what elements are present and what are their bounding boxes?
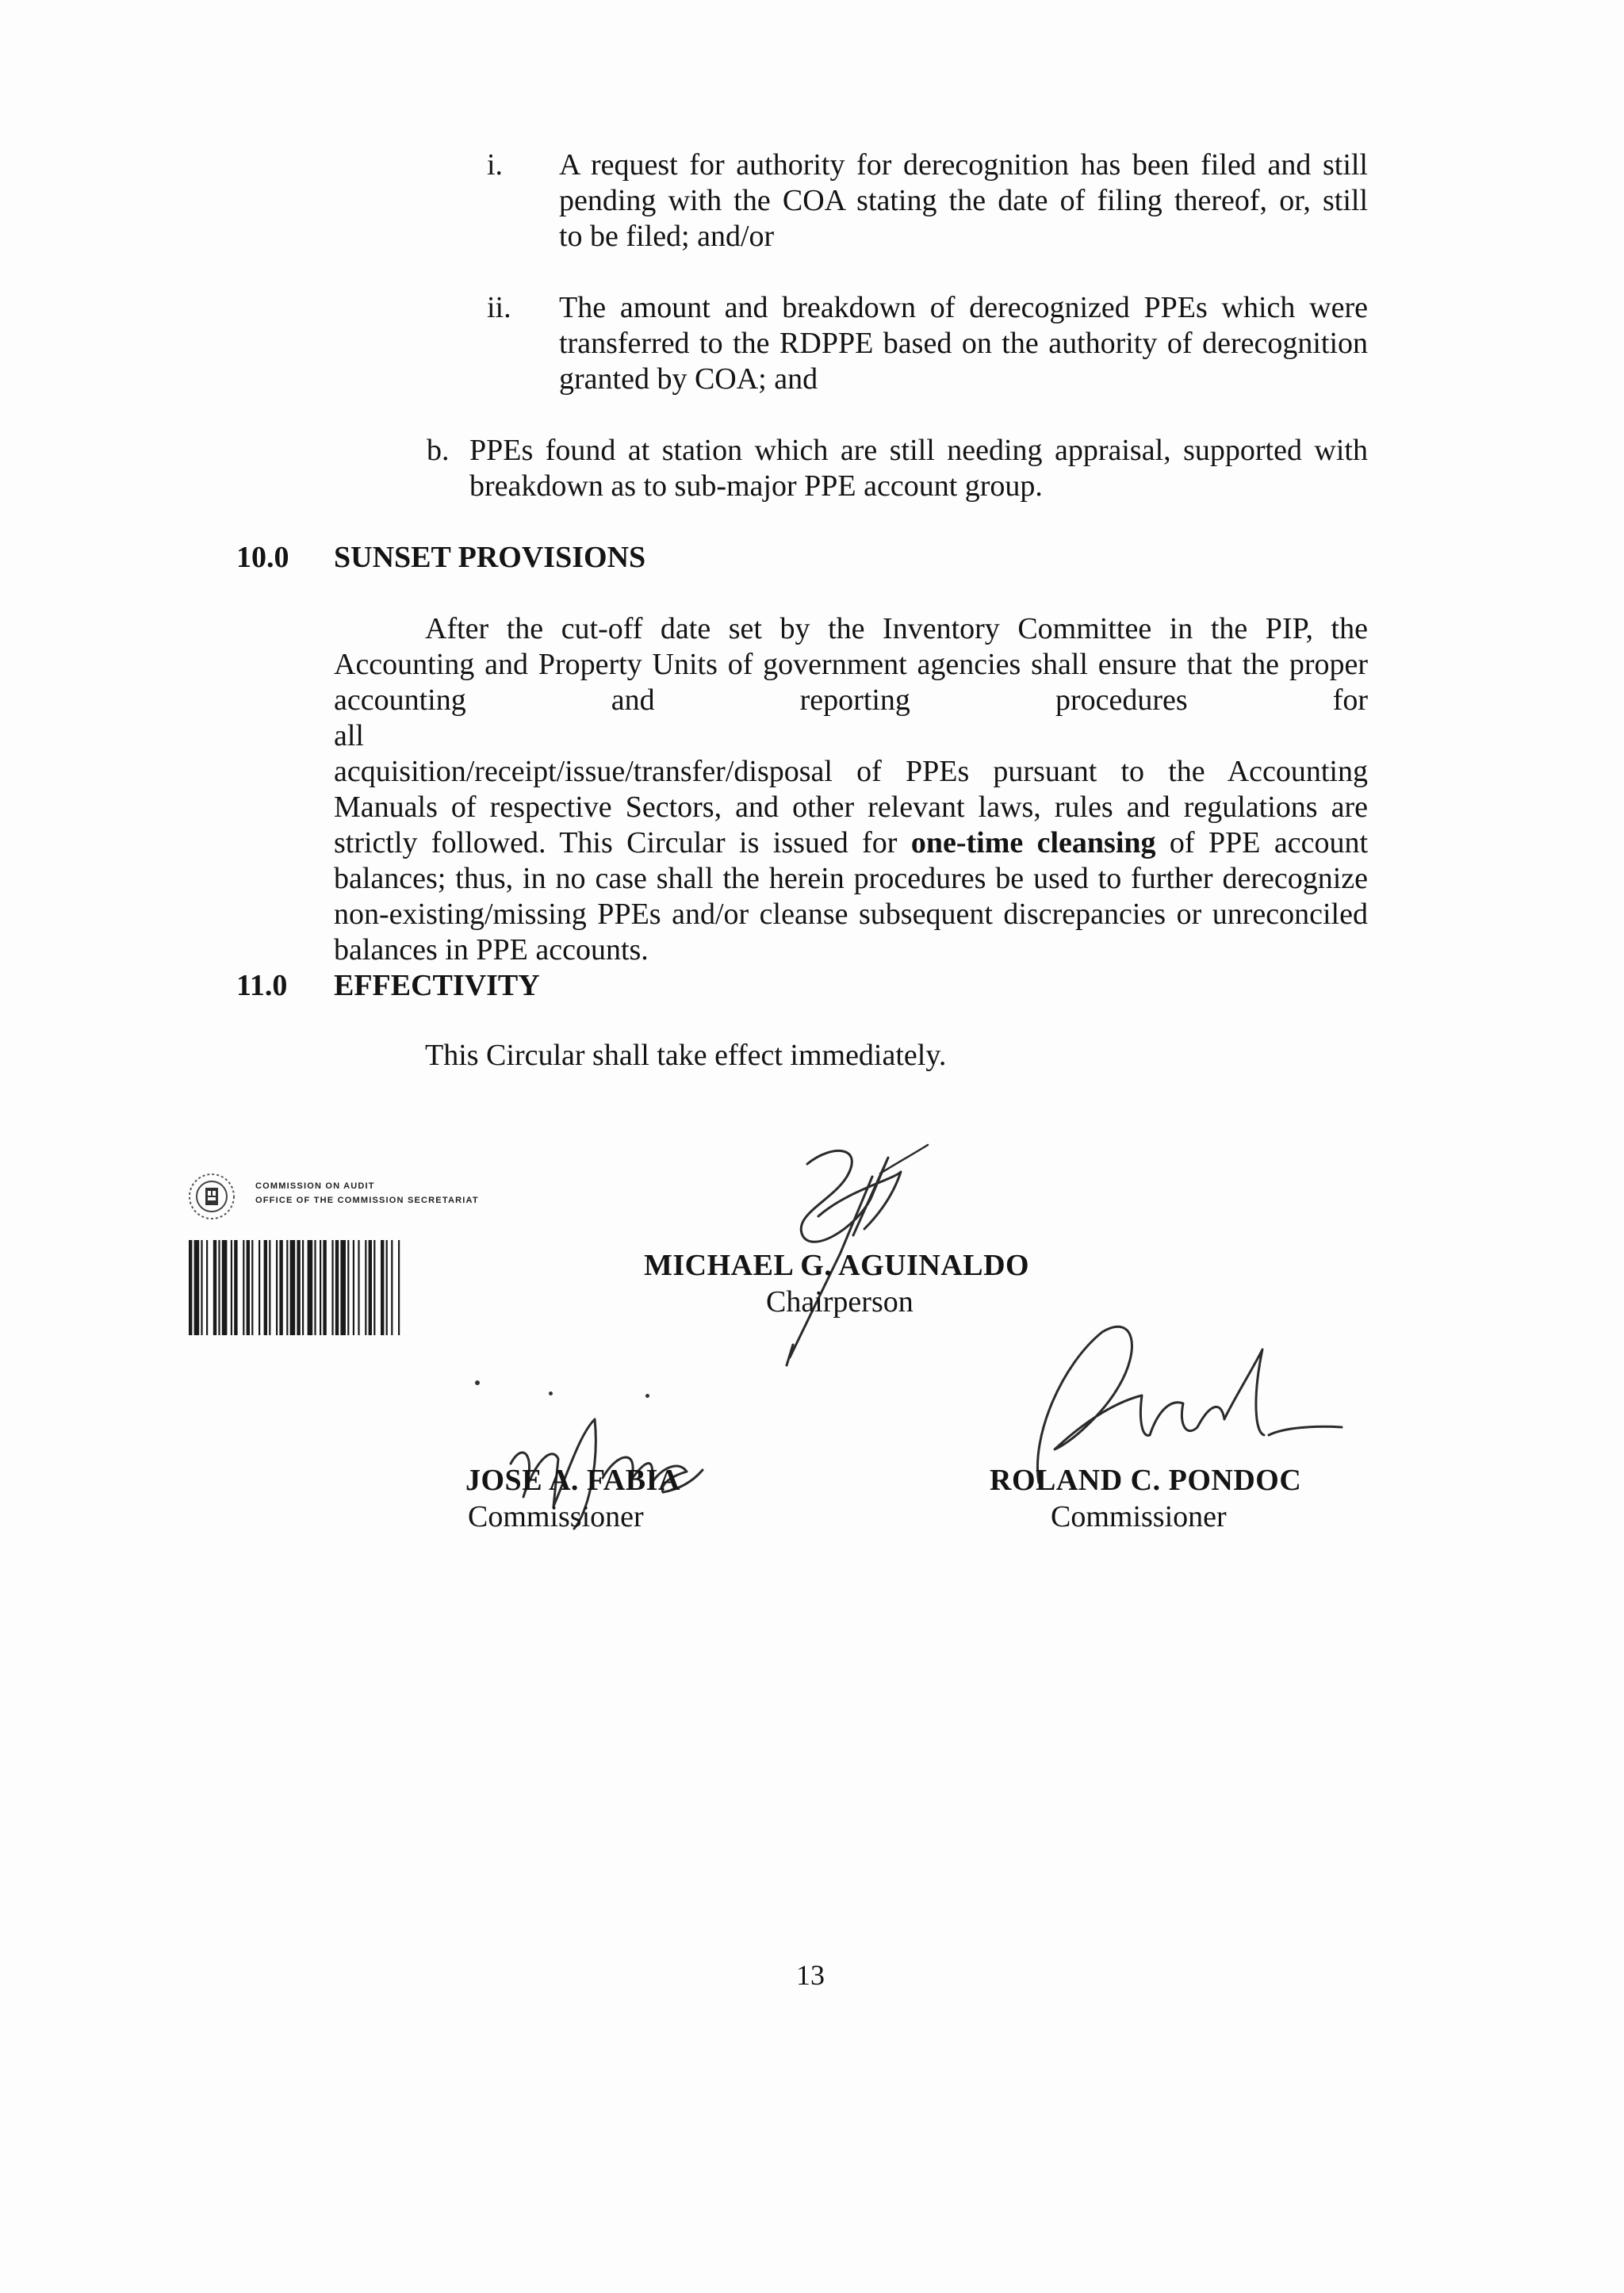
barcode-bar <box>314 1240 316 1335</box>
text-line: After the cut-off date set by the Inventory Committee in the PIP, the <box>425 612 1368 645</box>
barcode-bar <box>276 1240 278 1335</box>
stamp-line-2: OFFICE OF THE COMMISSION SECRETARIAT <box>255 1196 479 1205</box>
barcode-bar <box>331 1240 333 1335</box>
barcode-bar <box>302 1240 304 1335</box>
text-line: acquisition/receipt/issue/transfer/disposal of PPEs pursuant to the Accounting <box>334 755 1368 788</box>
list-item-i-text <box>559 147 1368 255</box>
page-number: 13 <box>796 1959 825 1991</box>
commissioner-fabia-title: Commissioner <box>468 1500 644 1533</box>
barcode-bar <box>353 1240 354 1335</box>
text-line: non-existing/missing PPEs and/or cleanse subsequent discrepancies or unreconciled <box>334 898 1368 931</box>
barcode-bar <box>247 1240 250 1335</box>
barcode-bar <box>259 1240 260 1335</box>
barcode-bar <box>243 1240 244 1335</box>
text-line: transferred to the RDPPE based on the authority of derecognition <box>559 327 1368 360</box>
text-line: balances; thus, in no case shall the herein procedures be used to further derecognize <box>334 862 1368 895</box>
barcode-bar <box>189 1240 192 1335</box>
barcode-bar <box>381 1240 384 1335</box>
barcode-bar <box>218 1240 220 1335</box>
text-line: The amount and breakdown of derecognized PPEs which were <box>559 291 1368 324</box>
stamp-line-1: COMMISSION ON AUDIT <box>255 1181 375 1191</box>
barcode-bar <box>398 1240 400 1335</box>
barcode-bar <box>323 1240 326 1335</box>
emphasis-one-time-cleansing: one-time cleansing <box>910 826 1156 859</box>
text-line: granted by COA; and <box>559 362 818 396</box>
list-marker-ii: ii. <box>487 291 511 324</box>
section-10-body <box>334 611 1368 968</box>
list-item-ii-text <box>559 290 1368 397</box>
barcode-bar <box>320 1240 321 1335</box>
barcode-bar <box>201 1240 202 1335</box>
text-line: Manuals of respective Sectors, and other relevant laws, rules and regulations are <box>334 790 1368 824</box>
barcode-bar <box>335 1240 339 1335</box>
section-10-heading: SUNSET PROVISIONS <box>334 541 646 574</box>
text-line: A request for authority for derecognition has been filed and still <box>559 148 1368 182</box>
barcode-bar <box>308 1240 313 1335</box>
stray-dot <box>475 1380 480 1385</box>
barcode-bar <box>290 1240 296 1335</box>
barcode-bar <box>369 1240 372 1335</box>
chairperson-name: MICHAEL G. AGUINALDO <box>644 1249 1030 1282</box>
text-run: strictly followed. This Circular is issued for <box>334 826 911 859</box>
barcode-bar <box>391 1240 393 1335</box>
list-marker-b: b. <box>427 434 450 467</box>
list-marker-i: i. <box>487 148 504 182</box>
text-run: of PPE account <box>1155 826 1368 859</box>
section-10-number: 10.0 <box>236 541 289 574</box>
commissioner-fabia-name: JOSE A. FABIA <box>465 1464 680 1497</box>
text-line: PPEs found at station which are still needing appraisal, supported with <box>469 434 1368 467</box>
section-11-number: 11.0 <box>236 969 288 1002</box>
text-line: balances in PPE accounts. <box>334 933 649 967</box>
commissioner-pondoc-name: ROLAND C. PONDOC <box>990 1464 1302 1497</box>
list-item-b-text <box>469 433 1368 504</box>
text-line: pending with the COA stating the date of filing thereof, or, still <box>559 184 1368 217</box>
barcode-bar <box>386 1240 388 1335</box>
chairperson-title: Chairperson <box>766 1285 914 1319</box>
barcode-bar <box>365 1240 366 1335</box>
text-line: breakdown as to sub-major PPE account group. <box>469 469 1043 503</box>
barcode-bar <box>234 1240 237 1335</box>
barcode-bar <box>194 1240 200 1335</box>
commissioner-pondoc-title: Commissioner <box>1051 1500 1227 1533</box>
barcode-bar <box>340 1240 346 1335</box>
barcode-bar <box>286 1240 288 1335</box>
barcode-bar <box>251 1240 253 1335</box>
barcode-bar <box>222 1240 228 1335</box>
text-line: to be filed; and/or <box>559 220 775 253</box>
barcode-bar <box>347 1240 349 1335</box>
barcode-bar <box>279 1240 282 1335</box>
barcode-bar <box>231 1240 232 1335</box>
receiving-stamp <box>187 1167 536 1342</box>
section-11-text: This Circular shall take effect immediately. <box>425 1039 947 1072</box>
barcode-bar <box>206 1240 208 1335</box>
text-line: Accounting and Property Units of government agencies shall ensure that the proper <box>334 648 1368 681</box>
text-line-emphasis <box>334 825 1368 861</box>
barcode-bar <box>213 1240 216 1335</box>
text-line: accounting and reporting procedures for all <box>334 683 1368 752</box>
barcode-bar <box>269 1240 270 1335</box>
barcode-bar <box>297 1240 300 1335</box>
barcode-bar <box>358 1240 359 1335</box>
section-11-heading: EFFECTIVITY <box>334 969 540 1002</box>
barcode-bar <box>373 1240 375 1335</box>
barcode-bar <box>264 1240 267 1335</box>
coa-seal-icon <box>187 1172 236 1221</box>
barcode <box>189 1240 538 1335</box>
